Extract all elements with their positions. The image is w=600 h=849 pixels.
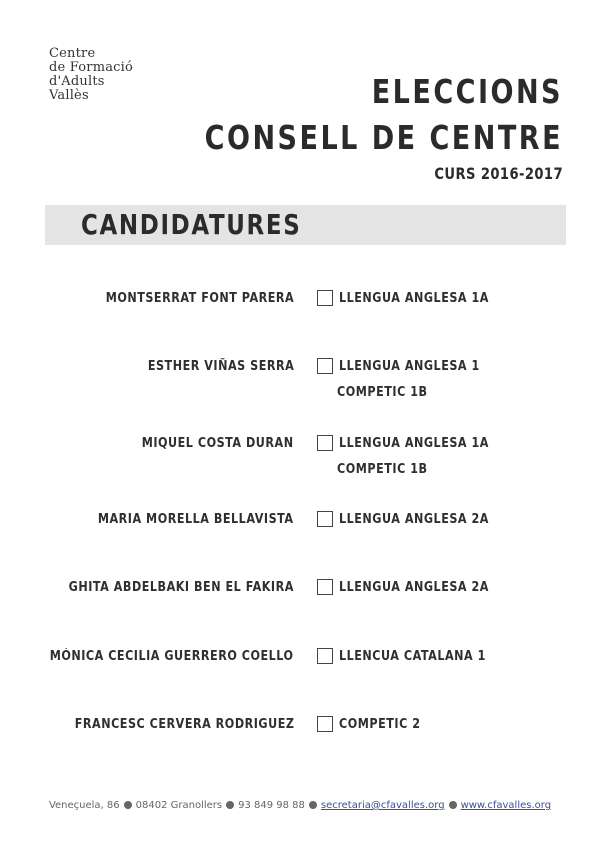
logo-line: Vallès [49,88,89,103]
section-header-band [45,205,566,245]
bullet-icon [309,801,317,809]
candidate-name: MONTSERRAT FONT PARERA [105,291,294,306]
candidate-name: FRANCESC CERVERA RODRIGUEZ [74,717,294,732]
candidate-row [0,435,600,495]
page-title-second-line: CONSELL DE CENTRE [204,118,563,157]
footer-phone: 93 849 98 88 [238,800,305,811]
vote-checkbox[interactable] [317,511,333,527]
footer-city: 08402 Granollers [135,800,223,811]
candidate-row [0,290,600,350]
candidate-name: MÓNICA CECILIA GUERRERO COELLO [50,649,294,664]
website-link[interactable]: www.cfavalles.org [460,800,552,811]
candidate-row [0,648,600,708]
candidate-course: LLENGUA ANGLESA 2A [339,512,489,527]
candidate-name: ESTHER VIÑAS SERRA [147,359,294,374]
candidate-course: LLENGUA ANGLESA 1A [339,436,489,451]
school-year: CURS 2016-2017 [434,164,563,183]
candidate-name: MARIA MORELLA BELLAVISTA [98,512,294,527]
bullet-icon [226,801,234,809]
candidate-course: LLENGUA ANGLESA 1 [339,359,480,374]
candidate-course: LLENCUA CATALANA 1 [339,649,486,664]
vote-checkbox[interactable] [317,579,333,595]
section-title: CANDIDATURES [81,208,302,241]
logo-line: d'Adults [49,74,105,89]
vote-checkbox[interactable] [317,435,333,451]
candidate-row [0,579,600,639]
logo-line: Centre [49,46,96,61]
candidate-row [0,716,600,776]
email-link[interactable]: secretaria@cfavalles.org [320,800,445,811]
contact-footer [0,799,600,813]
candidate-course: COMPETIC 2 [339,717,421,732]
candidate-course: LLENGUA ANGLESA 2A [339,580,489,595]
title-block [126,72,563,184]
school-logo [49,47,133,103]
bullet-icon [124,801,132,809]
footer-address: Veneçuela, 86 [48,800,120,811]
candidate-name: GHITA ABDELBAKI BEN EL FAKIRA [68,580,294,595]
page-title: ELECCIONS [371,72,563,111]
candidate-name: MIQUEL COSTA DURAN [142,436,294,451]
candidate-row [0,358,600,418]
vote-checkbox[interactable] [317,716,333,732]
vote-checkbox[interactable] [317,358,333,374]
candidate-row [0,511,600,571]
vote-checkbox[interactable] [317,290,333,306]
candidate-course-extra: COMPETIC 1B [337,462,428,477]
bullet-icon [449,801,457,809]
candidate-course-extra: COMPETIC 1B [337,385,428,400]
logo-line: de Formació [49,60,134,75]
vote-checkbox[interactable] [317,648,333,664]
candidate-course: LLENGUA ANGLESA 1A [339,291,489,306]
